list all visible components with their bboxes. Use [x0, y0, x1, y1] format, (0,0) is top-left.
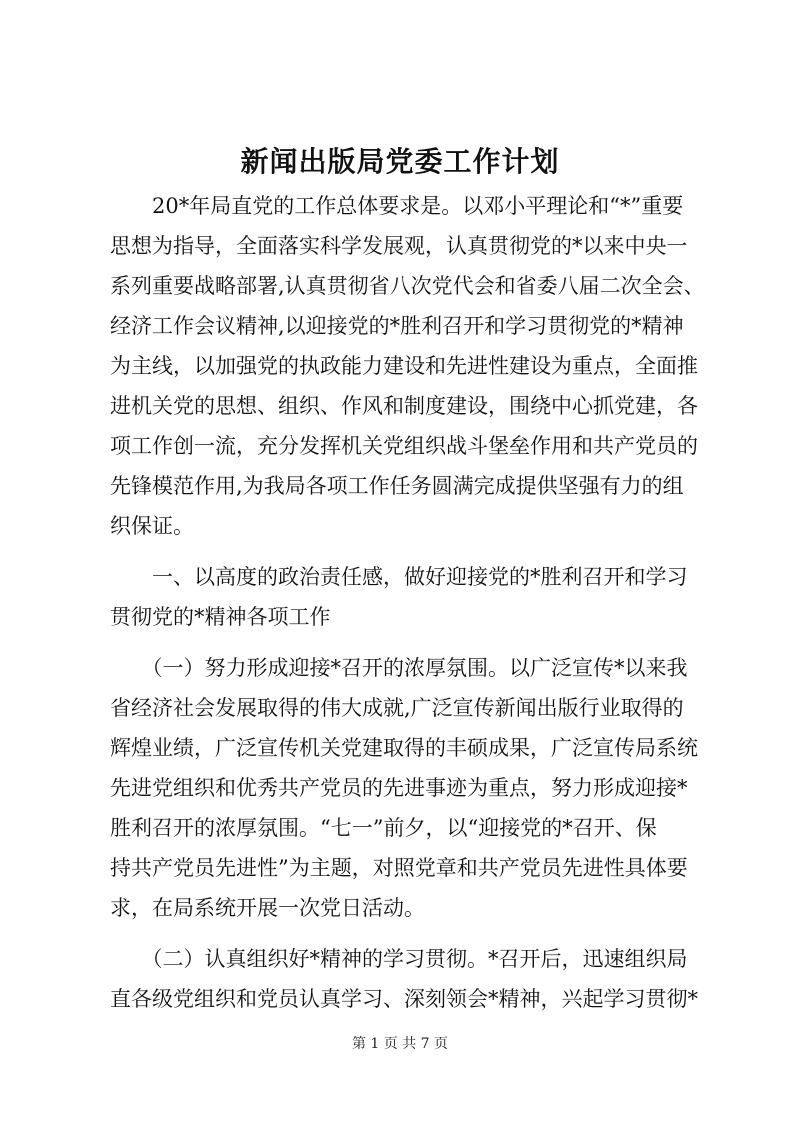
paragraph-subsection-1	[110, 648, 702, 928]
text-line: 求，在局系统开展一次党日活动。	[110, 896, 425, 920]
text-line: 经济工作会议精神,以迎接党的*胜利召开和学习贯彻党的*精神	[110, 314, 684, 338]
section-heading-1	[110, 557, 702, 637]
page-footer: 第 1 页 共 7 页	[351, 1036, 449, 1052]
text-line: 贯彻党的*精神各项工作	[110, 605, 331, 629]
text-line: 省经济社会发展取得的伟大成就,广泛宣传新闻出版行业取得的	[110, 696, 684, 720]
text-line: 进机关党的思想、组织、作风和制度建设，围绕中心抓党建，各	[110, 394, 698, 418]
document-title: 新闻出版局党委工作计划	[240, 145, 560, 178]
paragraph-subsection-2	[110, 939, 702, 1019]
text-line: 为主线，以加强党的执政能力建设和先进性建设为重点，全面推	[110, 354, 698, 378]
text-line: 先进党组织和优秀共产党员的先进事迹为重点，努力形成迎接*	[110, 776, 688, 800]
text-line: 持共产党员先进性”为主题，对照党章和共产党员先进性具体要	[110, 856, 688, 880]
text-line: （一）努力形成迎接*召开的浓厚氛围。以广泛宣传*以来我	[110, 656, 688, 680]
text-line: 20*年局直党的工作总体要求是。以邓小平理论和“*”重要	[110, 194, 684, 218]
text-line: 辉煌业绩，广泛宣传机关党建取得的丰硕成果，广泛宣传局系统	[110, 736, 698, 760]
text-line: 一、以高度的政治责任感，做好迎接党的*胜利召开和学习	[110, 565, 688, 589]
text-line: 系列重要战略部署,认真贯彻省八次党代会和省委八届二次全会、	[110, 274, 705, 298]
text-line: （二）认真组织好*精神的学习贯彻。*召开后，迅速组织局	[110, 947, 688, 971]
text-line: 胜利召开的浓厚氛围。“七一”前夕，以“迎接党的*召开、保	[110, 816, 657, 840]
text-line: 项工作创一流，充分发挥机关党组织战斗堡垒作用和共产党员的	[110, 434, 698, 458]
text-line: 先锋模范作用,为我局各项工作任务圆满完成提供坚强有力的组	[110, 474, 684, 498]
text-line: 织保证。	[110, 514, 194, 538]
paragraph-intro	[110, 186, 705, 546]
document-body	[110, 186, 705, 1019]
text-line: 直各级党组织和党员认真学习、深刻领会*精神，兴起学习贯彻*	[110, 987, 698, 1011]
text-line: 思想为指导，全面落实科学发展观，认真贯彻党的*以来中央一	[110, 234, 688, 258]
